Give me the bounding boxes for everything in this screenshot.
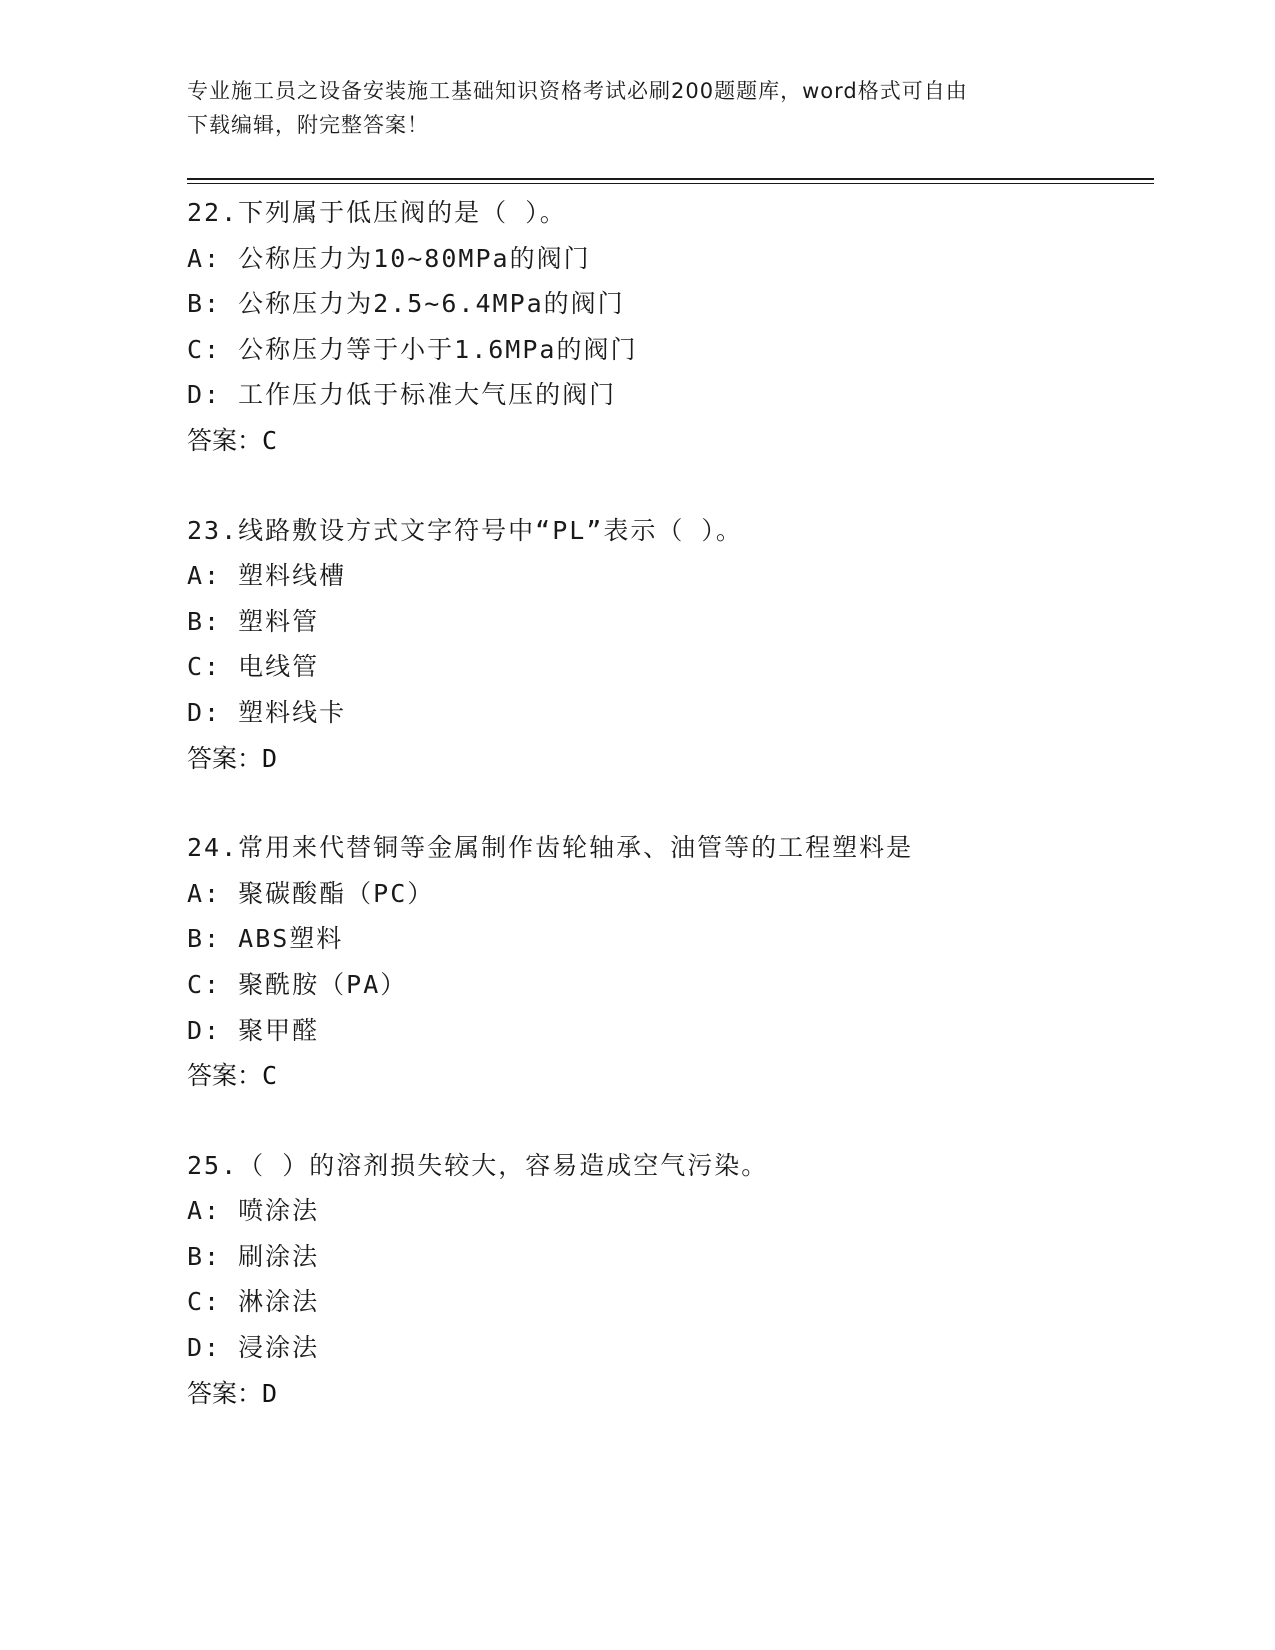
option-b: B: ABS塑料 [187,924,344,954]
option-c: C: 公称压力等于小于1.6MPa的阀门 [187,334,638,364]
header-divider-thick [187,178,1154,180]
answer-line [187,736,1167,782]
question-stem: 25.（ ）的溶剂损失较大，容易造成空气污染。 [187,1150,769,1180]
answer-line [187,1371,1167,1417]
answer-line [187,418,1167,464]
answer-value: C [262,425,278,455]
header-line-1: 专业施工员之设备安装施工基础知识资格考试必刷200题题库，word格式可自由 [187,79,968,103]
question-stem: 23.线路敷设方式文字符号中“PL”表示（ ）。 [187,515,743,545]
option-c: C: 淋涂法 [187,1287,320,1317]
option-a: A: 公称压力为10~80MPa的阀门 [187,243,591,273]
option-b: B: 刷涂法 [187,1241,320,1271]
answer-label: 答案： [187,425,263,455]
option-d: D: 工作压力低于标准大气压的阀门 [187,380,617,410]
option-d: D: 聚甲醛 [187,1015,320,1045]
question-stem: 22.下列属于低压阀的是（ ）。 [187,198,567,227]
option-d: D: 塑料线卡 [187,697,347,727]
option-d: D: 浸涂法 [187,1333,320,1363]
answer-label: 答案： [187,743,263,773]
option-b: B: 塑料管 [187,606,320,636]
header-line-2: 下载编辑，附完整答案！ [187,113,429,137]
answer-value: D [262,1378,278,1408]
question-24 [187,825,1167,1099]
header-divider-thin [187,183,1154,184]
question-stem: 24.常用来代替铜等金属制作齿轮轴承、油管等的工程塑料是 [187,833,914,863]
answer-value: D [262,743,278,773]
option-c: C: 电线管 [187,652,320,682]
option-c: C: 聚酰胺（PA） [187,969,408,999]
question-22 [187,190,1167,464]
document-header [187,74,1067,142]
answer-line [187,1053,1167,1099]
option-a: A: 喷涂法 [187,1196,320,1226]
answer-value: C [262,1061,278,1091]
answer-label: 答案： [187,1378,263,1408]
option-b: B: 公称压力为2.5~6.4MPa的阀门 [187,289,625,319]
question-list [187,190,1167,1460]
question-25 [187,1143,1167,1417]
question-23 [187,508,1167,782]
option-a: A: 聚碳酸酯（PC） [187,878,435,908]
option-a: A: 塑料线槽 [187,561,347,591]
answer-label: 答案： [187,1061,263,1091]
